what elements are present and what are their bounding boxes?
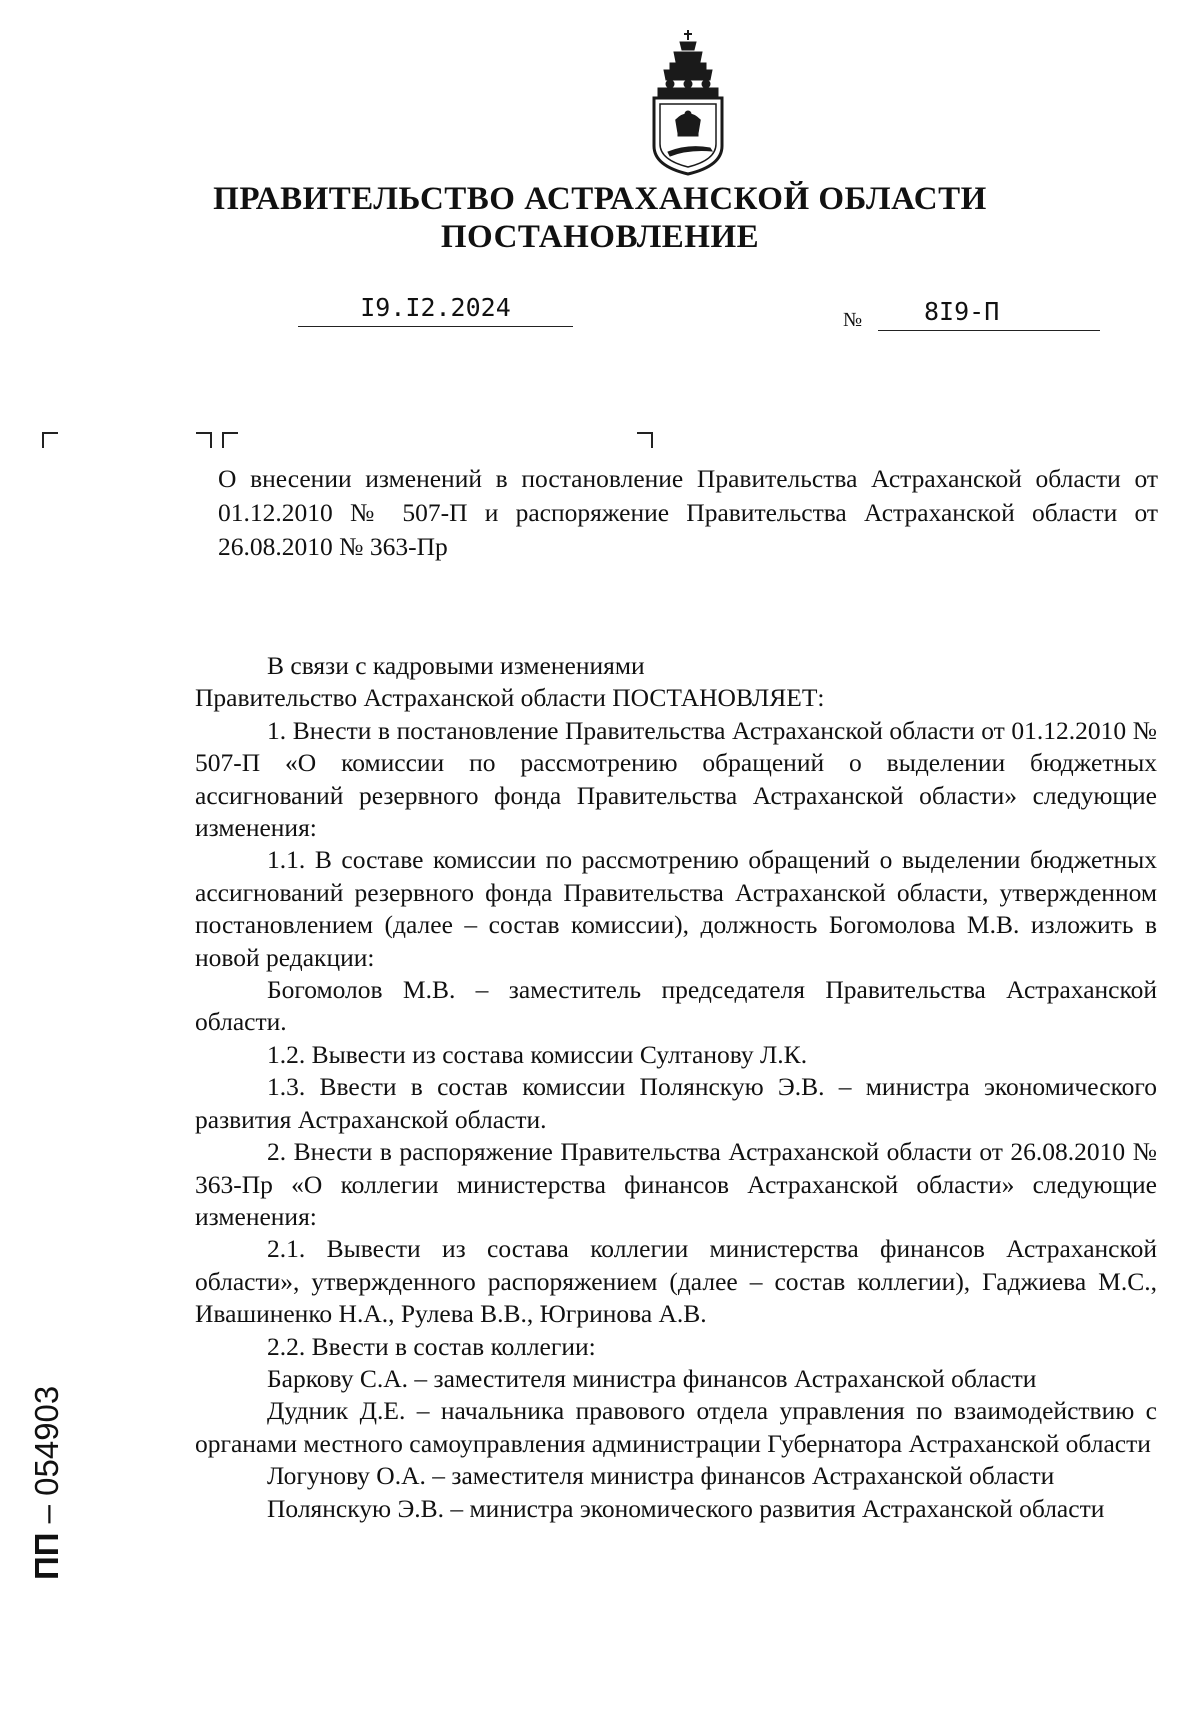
body-paragraph: Баркову С.А. – заместителя министра финансов Астраханской области: [267, 1363, 1037, 1393]
body-paragraph: Дудник Д.Е. – начальника правового отдела управления по взаимодействию с органами местного самоуправления администрации Губернатора Астраханской области: [195, 1396, 1157, 1458]
body-paragraph: Логунову О.А. – заместителя министра финансов Астраханской области: [267, 1461, 1055, 1491]
body-paragraph: 1. Внести в постановление Правительства Астраханской области от 01.12.2010 № 507-П «О комиссии по рассмотрению обращений о выделении бюджетных ассигнований резервного фонда Правительства Астраханской области» следующие изменения:: [195, 715, 1157, 843]
serial-separator: –: [28, 1495, 65, 1533]
body-paragraph: В связи с кадровыми изменениями: [267, 651, 645, 680]
body-paragraph: 2.2. Ввести в состав коллегии:: [267, 1331, 596, 1361]
serial-prefix: ПП: [28, 1532, 65, 1580]
document-number: 8I9-П: [878, 297, 1100, 331]
body-paragraph: 1.1. В составе комиссии по рассмотрению обращений о выделении бюджетных ассигнований резервного фонда Правительства Астраханской области, утвержденном постановлением (далее – состав комиссии), должность Богомолова М.В. изложить в новой редакции:: [195, 845, 1157, 972]
body-paragraph: Богомолов М.В. – заместитель председателя Правительства Астраханской области.: [195, 975, 1157, 1037]
coat-of-arms-emblem: [640, 28, 736, 178]
corner-mark-left: [42, 432, 58, 448]
body-paragraph: 1.2. Вывести из состава комиссии Султанову Л.К.: [267, 1039, 808, 1069]
document-type: ПОСТАНОВЛЕНИЕ: [440, 219, 760, 255]
serial-number: [28, 1385, 68, 1580]
document-subject: О внесении изменений в постановление Правительства Астраханской области от 01.12.2010 № 507-П и распоряжение Правительства Астраханской области от 26.08.2010 № 363-Пр: [218, 464, 1158, 561]
corner-mark-right: [196, 432, 212, 448]
number-label: №: [843, 309, 863, 331]
corner-mark-right: [637, 432, 653, 448]
organization-name: ПРАВИТЕЛЬСТВО АСТРАХАНСКОЙ ОБЛАСТИ: [213, 181, 987, 217]
body-paragraph: 2. Внести в распоряжение Правительства Астраханской области от 26.08.2010 № 363-Пр «О коллегии министерства финансов Астраханской области» следующие изменения:: [195, 1137, 1157, 1231]
corner-mark-left: [222, 432, 238, 448]
body-paragraph: Правительство Астраханской области ПОСТАНОВЛЯЕТ:: [195, 683, 825, 713]
document-date: I9.I2.2024: [298, 293, 573, 327]
body-paragraph: 1.3. Ввести в состав комиссии Полянскую Э.В. – министра экономического развития Астраханской области.: [195, 1072, 1157, 1134]
document-body: [195, 650, 1157, 1525]
serial-digits: 054903: [28, 1385, 65, 1496]
body-paragraph: 2.1. Вывести из состава коллегии министерства финансов Астраханской области», утвержденного распоряжением (далее – состав коллегии), Гаджиева М.С., Ивашиненко Н.А., Рулева В.В., Югринова А.В.: [195, 1234, 1157, 1329]
body-paragraph: Полянскую Э.В. – министра экономического развития Астраханской области: [267, 1493, 1105, 1523]
